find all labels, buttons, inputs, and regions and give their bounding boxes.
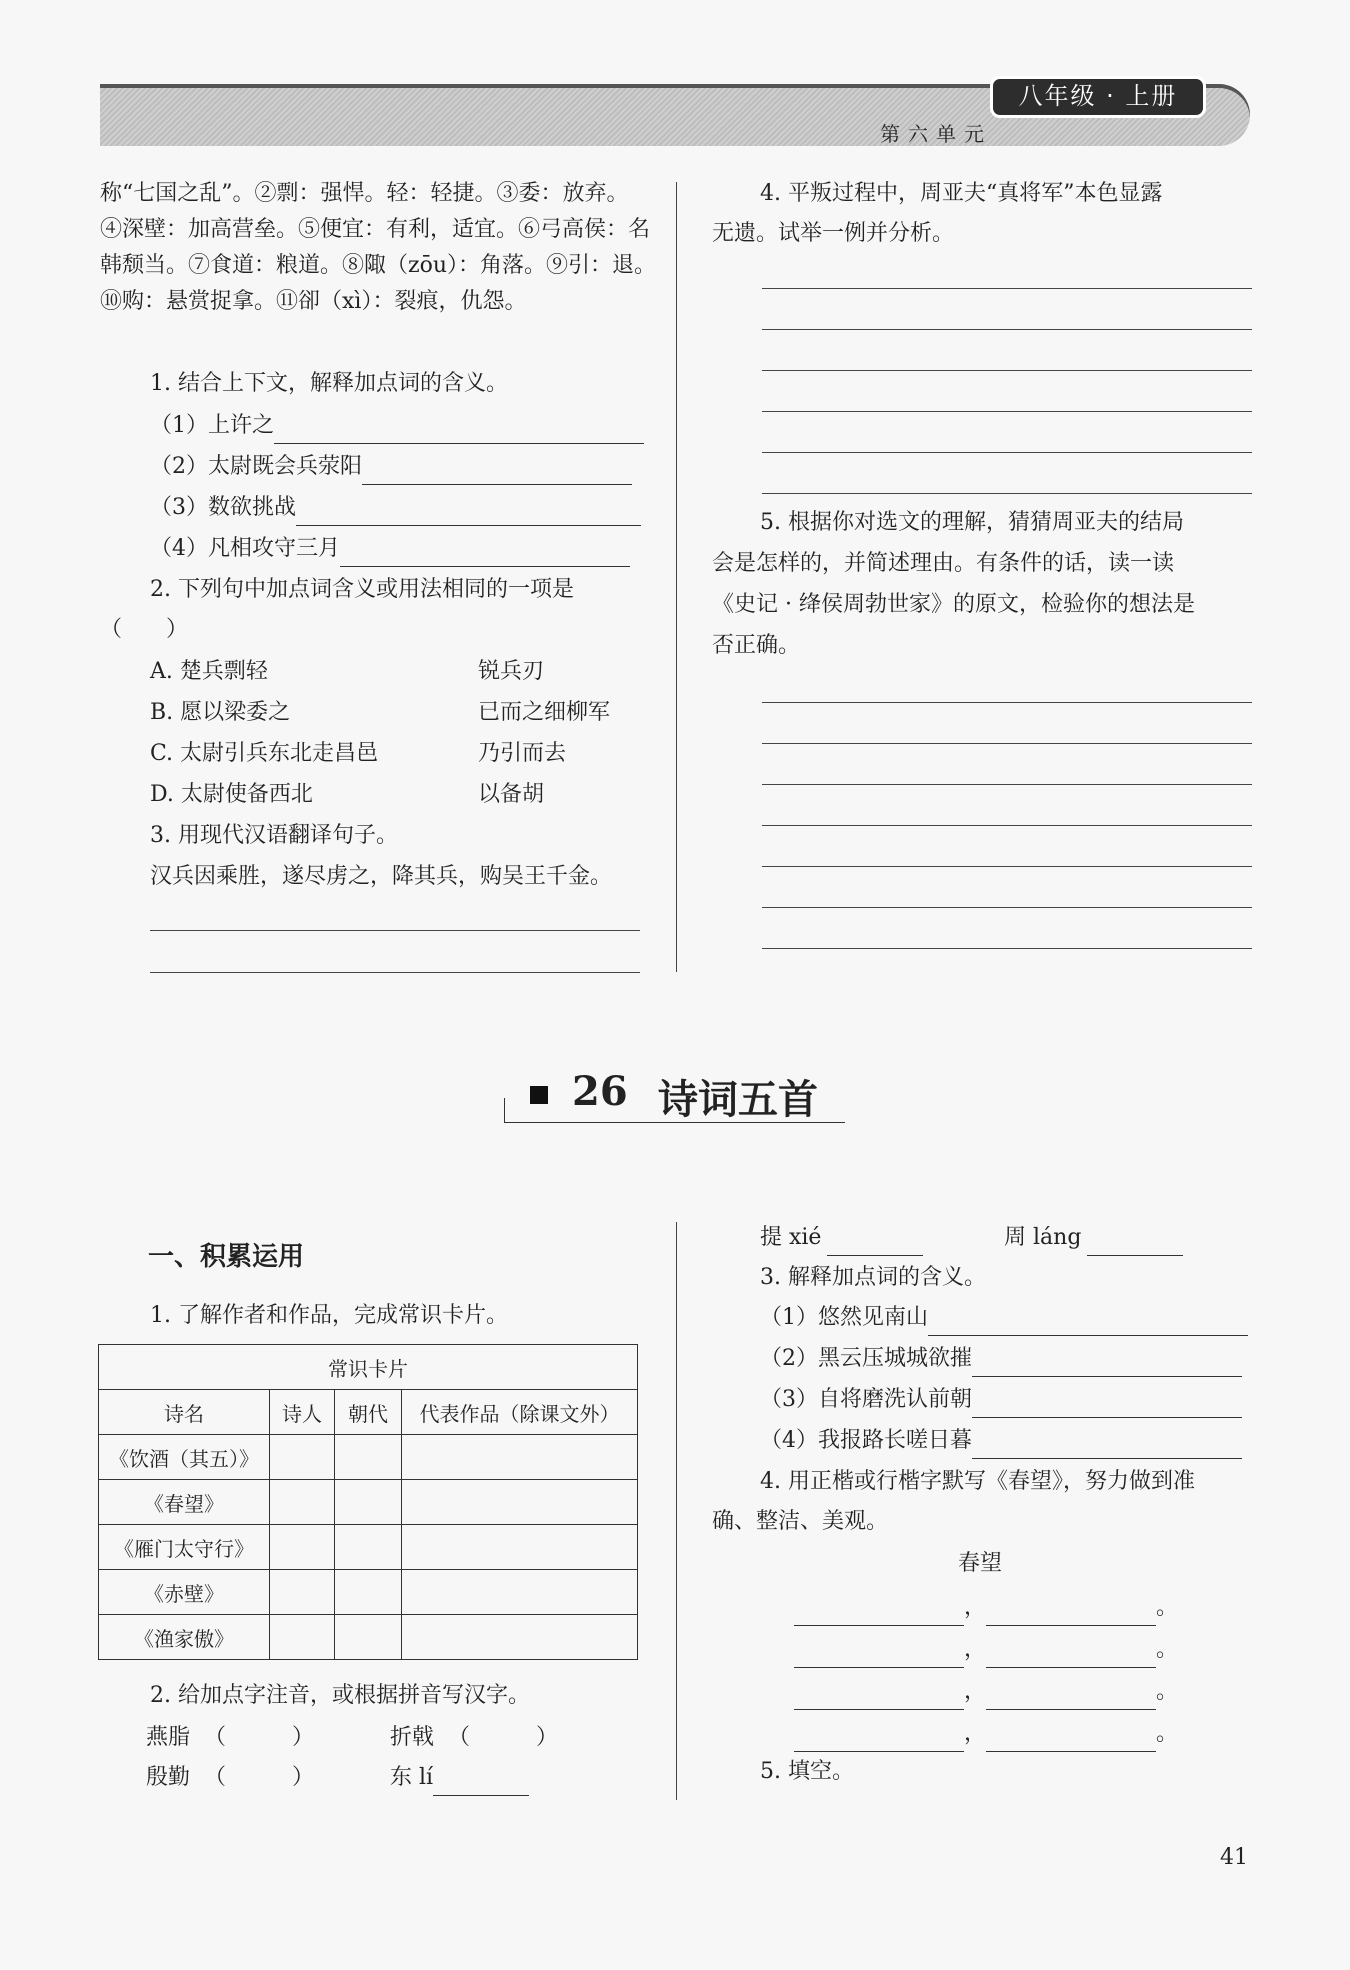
- footnote-line: 称“七国之乱”。②剽：强悍。轻：轻捷。③委：放弃。: [100, 181, 629, 206]
- answer-blank[interactable]: [986, 1639, 1156, 1668]
- option-a-compare: 锐兵刃: [478, 659, 545, 684]
- answer-line[interactable]: [762, 288, 1252, 289]
- answer-blank[interactable]: [986, 1723, 1156, 1752]
- question-4: 确、整洁、美观。: [712, 1509, 889, 1534]
- answer-blank[interactable]: [362, 456, 632, 485]
- answer-blank[interactable]: [433, 1767, 529, 1796]
- card-poem: 《雁门太守行》: [99, 1525, 270, 1570]
- answer-line[interactable]: [150, 972, 640, 973]
- card-cell[interactable]: [335, 1570, 402, 1615]
- option-d-compare: 以备胡: [478, 782, 545, 807]
- card-cell[interactable]: [335, 1480, 402, 1525]
- lesson-number: 26: [572, 1068, 628, 1115]
- column-divider-top: [676, 182, 677, 972]
- answer-blank[interactable]: [794, 1597, 964, 1626]
- card-cell[interactable]: [335, 1615, 402, 1660]
- answer-blank[interactable]: [296, 497, 641, 526]
- card-poem: 《饮酒（其五）》: [99, 1435, 270, 1480]
- paren-blank[interactable]: （ ）: [204, 1725, 315, 1750]
- card-cell[interactable]: [270, 1615, 335, 1660]
- card-header: 诗名: [99, 1390, 270, 1435]
- q3-item-label: （4）我报路长嗟日暮: [760, 1428, 972, 1453]
- period: 。: [1156, 1679, 1179, 1704]
- question-4: 无遗。试举一例并分析。: [712, 221, 955, 246]
- card-header: 朝代: [335, 1390, 402, 1435]
- grade-tab: 八年级 · 上册: [990, 76, 1206, 118]
- pinyin-item: [1004, 1220, 1183, 1256]
- card-cell[interactable]: [335, 1435, 402, 1480]
- answer-line[interactable]: [762, 907, 1252, 908]
- pinyin-word: 周 láng: [1004, 1225, 1082, 1250]
- card-poem: 《赤壁》: [99, 1570, 270, 1615]
- answer-blank[interactable]: [794, 1681, 964, 1710]
- q3-item-label: （3）自将磨洗认前朝: [760, 1387, 972, 1412]
- answer-line[interactable]: [150, 930, 640, 931]
- paren-blank[interactable]: （ ）: [204, 1765, 315, 1790]
- pinyin-word: 东 lí: [390, 1765, 434, 1790]
- pinyin-item: [390, 1760, 529, 1796]
- q1-item-label: （2）太尉既会兵荥阳: [150, 454, 362, 479]
- card-cell[interactable]: [270, 1525, 335, 1570]
- answer-blank[interactable]: [827, 1227, 923, 1256]
- q3-item: [760, 1382, 1242, 1418]
- pinyin-item: [146, 1760, 314, 1796]
- answer-blank[interactable]: [972, 1389, 1242, 1418]
- answer-line[interactable]: [762, 702, 1252, 703]
- question-3: 3. 用现代汉语翻译句子。: [150, 823, 398, 848]
- paren-blank[interactable]: （ ）: [448, 1725, 559, 1750]
- lesson-title: 诗词五首: [658, 1077, 818, 1123]
- q3-item-label: （1）悠然见南山: [760, 1305, 928, 1330]
- option-b-compare: 已而之细柳军: [478, 700, 611, 725]
- period: 。: [1156, 1721, 1179, 1746]
- question-4: 4. 用正楷或行楷字默写《春望》，努力做到准: [760, 1469, 1195, 1494]
- answer-blank[interactable]: [794, 1723, 964, 1752]
- pinyin-word: 燕脂: [146, 1725, 191, 1750]
- card-title: 常识卡片: [99, 1345, 638, 1390]
- comma: ，: [964, 1637, 987, 1662]
- pinyin-item: [390, 1720, 558, 1756]
- page-number: 41: [1220, 1845, 1248, 1870]
- pinyin-word: 殷勤: [146, 1765, 191, 1790]
- footnote-line: 韩颓当。⑦食道：粮道。⑧陬（zōu）：角落。⑨引：退。: [100, 253, 657, 278]
- question-5: 否正确。: [712, 633, 801, 658]
- answer-line[interactable]: [762, 329, 1252, 330]
- poem-title: 春望: [958, 1551, 1003, 1576]
- option-c-compare: 乃引而去: [478, 741, 567, 766]
- option-c: C. 太尉引兵东北走昌邑: [150, 741, 379, 766]
- answer-blank[interactable]: [794, 1639, 964, 1668]
- pinyin-word: 折戟: [390, 1725, 435, 1750]
- period: 。: [1156, 1595, 1179, 1620]
- comma: ，: [964, 1721, 987, 1746]
- answer-line[interactable]: [762, 866, 1252, 867]
- answer-line[interactable]: [762, 411, 1252, 412]
- q1-item: [150, 531, 630, 567]
- question-5: 会是怎样的，并简述理由。有条件的话，读一读: [712, 551, 1175, 576]
- card-header: 诗人: [270, 1390, 335, 1435]
- pinyin-word: 提 xié: [760, 1225, 822, 1250]
- q3-item-label: （2）黑云压城城欲摧: [760, 1346, 972, 1371]
- card-cell[interactable]: [402, 1435, 638, 1480]
- card-cell[interactable]: [402, 1570, 638, 1615]
- answer-blank[interactable]: [1087, 1227, 1183, 1256]
- answer-line[interactable]: [762, 784, 1252, 785]
- dictation-line: [794, 1716, 1178, 1752]
- card-cell[interactable]: [402, 1615, 638, 1660]
- period: 。: [1156, 1637, 1179, 1662]
- section-title: 一、积累运用: [148, 1242, 305, 1272]
- answer-line[interactable]: [762, 370, 1252, 371]
- q1-item: [150, 449, 632, 485]
- card-cell[interactable]: [402, 1480, 638, 1525]
- q3-item: [760, 1423, 1242, 1459]
- card-cell[interactable]: [402, 1525, 638, 1570]
- q1-item-label: （1）上许之: [150, 413, 274, 438]
- option-b: B. 愿以梁委之: [150, 700, 291, 725]
- card-cell[interactable]: [270, 1480, 335, 1525]
- question-3: 3. 解释加点词的含义。: [760, 1265, 986, 1290]
- card-cell[interactable]: [335, 1525, 402, 1570]
- dictation-line: [794, 1632, 1178, 1668]
- answer-blank[interactable]: [986, 1681, 1156, 1710]
- q3-item: [760, 1300, 1248, 1336]
- card-header: 代表作品（除课文外）: [402, 1390, 638, 1435]
- option-a: A. 楚兵剽轻: [150, 659, 268, 684]
- answer-line[interactable]: [762, 493, 1252, 494]
- dictation-line: [794, 1674, 1178, 1710]
- answer-blank[interactable]: [972, 1348, 1242, 1377]
- answer-line[interactable]: [762, 743, 1252, 744]
- question-5: 《史记 · 绛侯周勃世家》的原文，检验你的想法是: [712, 592, 1195, 617]
- question-2: 2. 给加点字注音，或根据拼音写汉字。: [150, 1683, 530, 1708]
- question-1: 1. 结合上下文，解释加点词的含义。: [150, 371, 508, 396]
- knowledge-card: [98, 1344, 638, 1660]
- answer-blank[interactable]: [340, 538, 630, 567]
- answer-blank[interactable]: [972, 1430, 1242, 1459]
- dictation-line: [794, 1590, 1178, 1626]
- card-cell[interactable]: [270, 1435, 335, 1480]
- card-poem: 《渔家傲》: [99, 1615, 270, 1660]
- question-5: 5. 填空。: [760, 1759, 854, 1784]
- answer-blank[interactable]: [986, 1597, 1156, 1626]
- q3-item: [760, 1341, 1242, 1377]
- q1-item-label: （3）数欲挑战: [150, 495, 296, 520]
- card-cell[interactable]: [270, 1570, 335, 1615]
- question-1: 1. 了解作者和作品，完成常识卡片。: [150, 1303, 508, 1328]
- answer-line[interactable]: [762, 948, 1252, 949]
- pinyin-item: [146, 1720, 314, 1756]
- unit-label: 第六单元: [880, 122, 992, 146]
- q1-item: [150, 408, 644, 444]
- title-square-icon: [530, 1086, 548, 1104]
- answer-blank[interactable]: [274, 415, 644, 444]
- question-5: 5. 根据你对选文的理解，猜猜周亚夫的结局: [760, 510, 1184, 535]
- answer-blank[interactable]: [928, 1307, 1248, 1336]
- pinyin-item: [760, 1220, 923, 1256]
- footnote-line: ⑩购：悬赏捉拿。⑪卻（xì）：裂痕，仇怨。: [100, 289, 527, 314]
- option-d: D. 太尉使备西北: [150, 782, 313, 807]
- comma: ，: [964, 1595, 987, 1620]
- answer-line[interactable]: [762, 452, 1252, 453]
- question-2: 2. 下列句中加点词含义或用法相同的一项是: [150, 577, 574, 602]
- translate-sentence: 汉兵因乘胜，遂尽虏之，降其兵，购吴王千金。: [150, 864, 613, 889]
- card-poem: 《春望》: [99, 1480, 270, 1525]
- q1-item-label: （4）凡相攻守三月: [150, 536, 340, 561]
- q1-item: [150, 490, 641, 526]
- answer-line[interactable]: [762, 825, 1252, 826]
- column-divider-bottom: [676, 1222, 677, 1800]
- comma: ，: [964, 1679, 987, 1704]
- question-2-paren[interactable]: （ ）: [100, 617, 189, 642]
- question-4: 4. 平叛过程中，周亚夫“真将军”本色显露: [760, 181, 1163, 206]
- footnote-line: ④深壁：加高营垒。⑤便宜：有利，适宜。⑥弓高侯：名: [100, 217, 651, 242]
